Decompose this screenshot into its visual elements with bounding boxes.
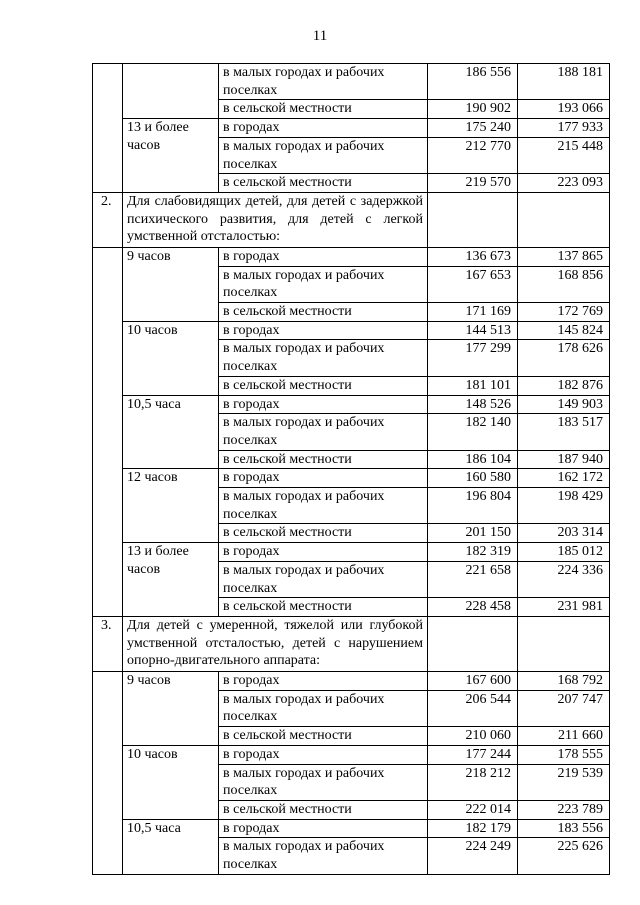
value-year-1: 212 770 [428, 137, 518, 173]
value-year-2: 145 824 [518, 321, 610, 340]
value-year-2: 185 012 [518, 543, 610, 562]
duration-cell: 9 часов [123, 671, 219, 745]
value-year-1: 190 902 [428, 100, 518, 119]
tariff-table [92, 63, 610, 875]
location-cell: в городах [219, 543, 428, 562]
value-year-1: 206 544 [428, 690, 518, 726]
value-year-1: 177 244 [428, 745, 518, 764]
location-cell: в малых городах и рабочих поселках [219, 64, 428, 100]
empty-cell [518, 192, 610, 247]
value-year-1: 167 653 [428, 266, 518, 302]
location-cell: в городах [219, 819, 428, 838]
location-cell: в сельской местности [219, 598, 428, 617]
value-year-1: 218 212 [428, 764, 518, 800]
empty-cell [518, 616, 610, 671]
value-year-2: 211 660 [518, 727, 610, 746]
section-title: Для детей с умеренной, тяжелой или глубокой умственной отсталостью, детей с нарушением опорно-двигательного аппарата: [123, 616, 428, 671]
location-cell: в сельской местности [219, 100, 428, 119]
duration-cell: 10,5 часа [123, 395, 219, 469]
location-cell: в городах [219, 395, 428, 414]
duration-cell: 10 часов [123, 745, 219, 819]
duration-cell: 9 часов [123, 247, 219, 321]
value-year-2: 193 066 [518, 100, 610, 119]
value-year-1: 196 804 [428, 488, 518, 524]
value-year-2: 168 792 [518, 671, 610, 690]
value-year-2: 198 429 [518, 488, 610, 524]
location-cell: в малых городах и рабочих поселках [219, 266, 428, 302]
location-cell: в сельской местности [219, 524, 428, 543]
location-cell: в малых городах и рабочих поселках [219, 137, 428, 173]
value-year-1: 136 673 [428, 247, 518, 266]
value-year-1: 160 580 [428, 469, 518, 488]
value-year-2: 215 448 [518, 137, 610, 173]
location-cell: в малых городах и рабочих поселках [219, 838, 428, 874]
value-year-2: 177 933 [518, 119, 610, 138]
value-year-2: 219 539 [518, 764, 610, 800]
location-cell: в городах [219, 671, 428, 690]
location-cell: в городах [219, 745, 428, 764]
location-cell: в малых городах и рабочих поселках [219, 561, 428, 597]
value-year-1: 228 458 [428, 598, 518, 617]
section-row [93, 616, 610, 671]
value-year-1: 181 101 [428, 376, 518, 395]
location-cell: в сельской местности [219, 174, 428, 193]
table-row [93, 745, 610, 764]
location-cell: в городах [219, 321, 428, 340]
table-row [93, 119, 610, 138]
empty-cell [428, 192, 518, 247]
index-cell [93, 247, 123, 616]
duration-cell [123, 64, 219, 119]
section-number: 3. [93, 616, 123, 671]
location-cell: в сельской местности [219, 800, 428, 819]
value-year-1: 224 249 [428, 838, 518, 874]
value-year-1: 175 240 [428, 119, 518, 138]
value-year-2: 223 789 [518, 800, 610, 819]
duration-cell: 12 часов [123, 469, 219, 543]
location-cell: в малых городах и рабочих поселках [219, 414, 428, 450]
table-row [93, 671, 610, 690]
value-year-1: 144 513 [428, 321, 518, 340]
value-year-1: 167 600 [428, 671, 518, 690]
location-cell: в малых городах и рабочих поселках [219, 764, 428, 800]
value-year-1: 186 104 [428, 450, 518, 469]
location-cell: в малых городах и рабочих поселках [219, 488, 428, 524]
location-cell: в сельской местности [219, 727, 428, 746]
value-year-1: 186 556 [428, 64, 518, 100]
value-year-1: 222 014 [428, 800, 518, 819]
value-year-1: 210 060 [428, 727, 518, 746]
table-row [93, 247, 610, 266]
location-cell: в городах [219, 469, 428, 488]
duration-cell: 10 часов [123, 321, 219, 395]
value-year-2: 182 876 [518, 376, 610, 395]
table-row [93, 321, 610, 340]
value-year-1: 182 319 [428, 543, 518, 562]
location-cell: в сельской местности [219, 303, 428, 322]
duration-cell: 13 и более часов [123, 543, 219, 617]
value-year-1: 171 169 [428, 303, 518, 322]
duration-cell: 13 и более часов [123, 119, 219, 193]
value-year-2: 178 626 [518, 340, 610, 376]
section-title: Для слабовидящих детей, для детей с задержкой психического развития, для детей с легкой умственной отсталостью: [123, 192, 428, 247]
duration-cell: 10,5 часа [123, 819, 219, 874]
value-year-2: 225 626 [518, 838, 610, 874]
value-year-1: 219 570 [428, 174, 518, 193]
section-row [93, 192, 610, 247]
table-row [93, 64, 610, 100]
value-year-1: 148 526 [428, 395, 518, 414]
value-year-2: 203 314 [518, 524, 610, 543]
value-year-2: 207 747 [518, 690, 610, 726]
table-row [93, 543, 610, 562]
location-cell: в городах [219, 247, 428, 266]
value-year-2: 183 556 [518, 819, 610, 838]
table-row [93, 395, 610, 414]
value-year-1: 182 140 [428, 414, 518, 450]
value-year-1: 221 658 [428, 561, 518, 597]
value-year-2: 162 172 [518, 469, 610, 488]
value-year-2: 231 981 [518, 598, 610, 617]
value-year-2: 172 769 [518, 303, 610, 322]
empty-cell [428, 616, 518, 671]
index-cell [93, 671, 123, 874]
value-year-2: 224 336 [518, 561, 610, 597]
value-year-1: 201 150 [428, 524, 518, 543]
value-year-2: 187 940 [518, 450, 610, 469]
value-year-2: 149 903 [518, 395, 610, 414]
value-year-2: 223 093 [518, 174, 610, 193]
page-number: 11 [312, 28, 328, 44]
location-cell: в сельской местности [219, 450, 428, 469]
value-year-1: 182 179 [428, 819, 518, 838]
location-cell: в сельской местности [219, 376, 428, 395]
value-year-2: 188 181 [518, 64, 610, 100]
table-row [93, 819, 610, 838]
location-cell: в малых городах и рабочих поселках [219, 340, 428, 376]
table-row [93, 469, 610, 488]
index-cell [93, 64, 123, 193]
section-number: 2. [93, 192, 123, 247]
value-year-2: 183 517 [518, 414, 610, 450]
value-year-2: 178 555 [518, 745, 610, 764]
location-cell: в городах [219, 119, 428, 138]
value-year-2: 168 856 [518, 266, 610, 302]
value-year-2: 137 865 [518, 247, 610, 266]
location-cell: в малых городах и рабочих поселках [219, 690, 428, 726]
value-year-1: 177 299 [428, 340, 518, 376]
